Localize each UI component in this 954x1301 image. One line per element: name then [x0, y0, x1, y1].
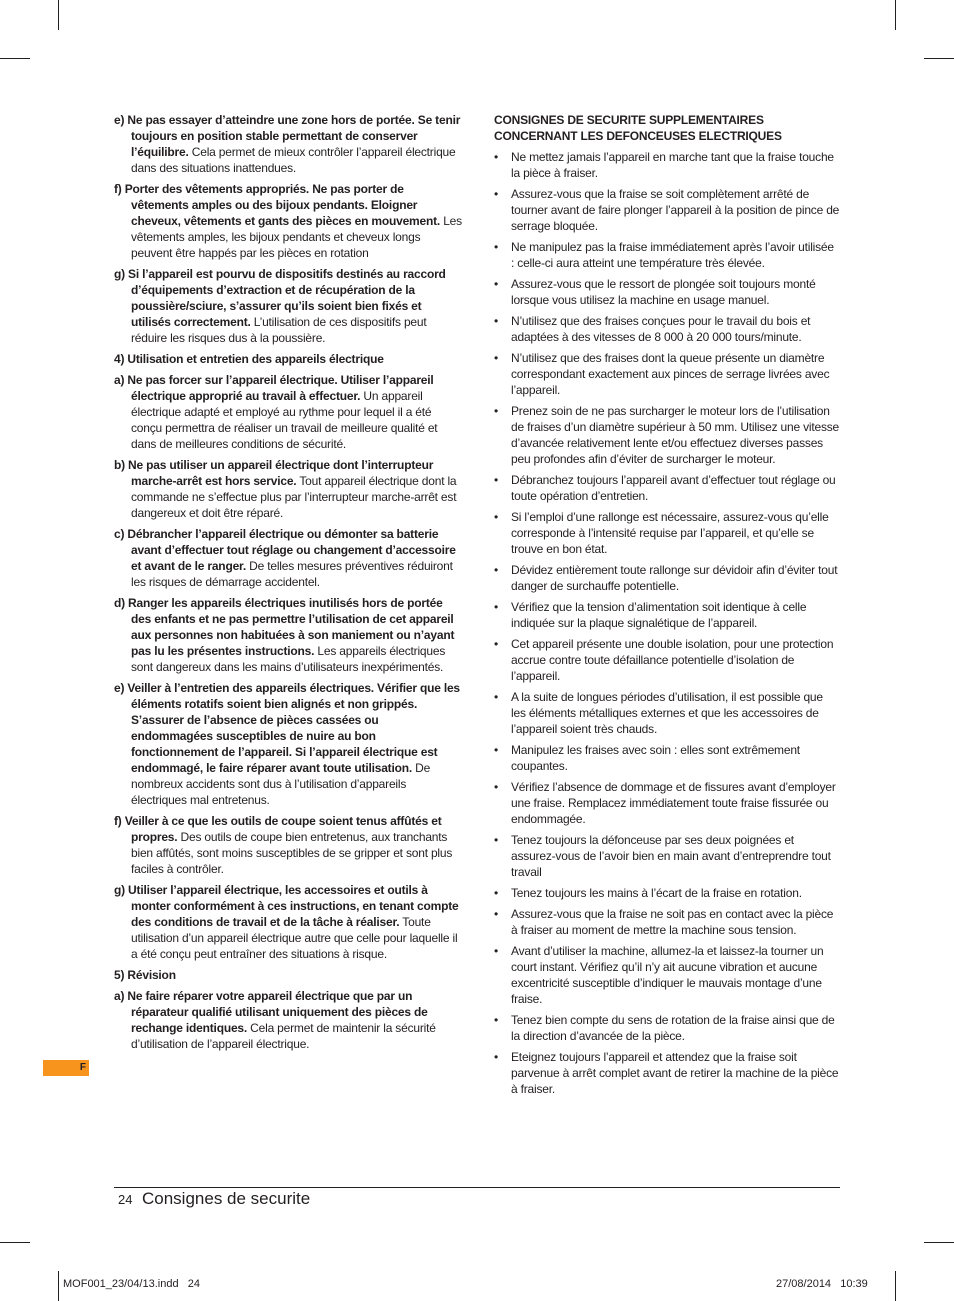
list-item: • Ne manipulez pas la fraise immédiatement après l’avoir utilisée : celle-ci aura atteint une température très élevée. [494, 239, 840, 271]
instruction-item: e) Veiller à l’entretien des appareils électriques. Vérifier que les éléments rotatifs soient bien alignés et non grippés. S’assurer de l’absence de pièces cassées ou endommagées susceptibles de nuire au bon fonctionnement de l’appareil. Si l’appareil électrique est endommagé, le faire réparer avant toute utilisation. De nombreux accidents sont dus à l’utilisation d’appareils électriques mal entretenus. [114, 681, 460, 807]
list-item: • Prenez soin de ne pas surcharger le moteur lors de l’utilisation de fraises d’un diamètre supérieur à 50 mm. Utilisez une vitesse d’avancée relativement lente et/ou effectuez diverses passes peu profondes afin d’éviter de surcharger le moteur. [494, 403, 840, 467]
crop-mark [0, 1242, 30, 1243]
language-tab: F [43, 1060, 89, 1076]
list-item: • Vérifiez l’absence de dommage et de fissures avant d’employer une fraise. Remplacez immédiatement toute fraise fissurée ou endommagée. [494, 779, 840, 827]
crop-mark [58, 0, 59, 30]
print-slug-date: 27/08/2014 10:39 [776, 1278, 868, 1290]
instruction-item: e) Ne pas essayer d’atteindre une zone hors de portée. Se tenir toujours en position stable permettant de conserver l’équilibre. Cela permet de mieux contrôler l’appareil électrique dans des situations inattendues. [114, 113, 461, 175]
footer-section-title: Consignes de securite [142, 1189, 311, 1208]
right-column [494, 112, 840, 1102]
instruction-item: c) Débrancher l’appareil électrique ou démonter sa batterie avant d’effectuer tout réglage ou changement d’accessoire et avant de le ranger. De telles mesures préventives réduiront les risques de démarrage accidentel. [114, 527, 456, 589]
list-item: • Dévidez entièrement toute rallonge sur dévidoir afin d’éviter tout danger de surchauffe potentielle. [494, 562, 840, 594]
section-heading: 5) Révision [114, 968, 176, 982]
safety-bullet-list [494, 149, 840, 1097]
list-item: • Assurez-vous que la fraise se soit complètement arrêté de tourner avant de faire plonger l’appareil à la position de pince de serrage bloquée. [494, 186, 840, 234]
list-item: • N’utilisez que des fraises dont la queue présente un diamètre correspondant exactement aux pinces de serrage livrées avec l’appareil. [494, 350, 840, 398]
crop-mark [924, 1242, 954, 1243]
instruction-item: g) Utiliser l’appareil électrique, les accessoires et outils à monter conformément à ces instructions, en tenant compte des conditions de travail et de la tâche à réaliser. Toute utilisation d’un appareil électrique autre que celle pour laquelle il a été conçu peut entraîner des situations à risque. [114, 883, 459, 961]
list-item: • Ne mettez jamais l’appareil en marche tant que la fraise touche la pièce à fraiser. [494, 149, 840, 181]
section-heading: CONSIGNES DE SECURITE SUPPLEMENTAIRES CONCERNANT LES DEFONCEUSES ELECTRIQUES [494, 113, 782, 143]
footer-divider [114, 1187, 840, 1188]
list-item: • Cet appareil présente une double isolation, pour une protection accrue contre toute défaillance potentielle d’isolation de l’appareil. [494, 636, 840, 684]
list-item: • Assurez-vous que la fraise ne soit pas en contact avec la pièce à fraiser au moment de mettre la machine sous tension. [494, 906, 840, 938]
list-item: • Tenez toujours la défonceuse par ses deux poignées et assurez-vous de l’avoir bien en main avant d’entreprendre tout travail [494, 832, 840, 880]
list-item: • Eteignez toujours l’appareil et attendez que la fraise soit parvenue à arrêt complet avant de retirer la machine de la pièce à fraiser. [494, 1049, 840, 1097]
instruction-item: a) Ne faire réparer votre appareil électrique que par un réparateur qualifié utilisant uniquement des pièces de rechange identiques. Cela permet de maintenir la sécurité d’utilisation de l’appareil électrique. [114, 989, 436, 1051]
print-slug-file: MOF001_23/04/13.indd 24 [63, 1278, 200, 1290]
list-item: • Vérifiez que la tension d’alimentation soit identique à celle indiquée sur la plaque signalétique de l’appareil. [494, 599, 840, 631]
instruction-item: g) Si l’appareil est pourvu de dispositifs destinés au raccord d’équipements d’extraction et de récupération de la poussière/sciure, s’assurer qu’ils soient bien fixés et utilisés correctement. L’utilisation de ces dispositifs peut réduire les risques dus à la poussière. [114, 267, 446, 345]
crop-mark [895, 1271, 896, 1301]
list-item: • A la suite de longues périodes d’utilisation, il est possible que les éléments métalliques externes et que les accessoires de l’appareil soient très chauds. [494, 689, 840, 737]
instruction-item: f) Veiller à ce que les outils de coupe soient tenus affûtés et propres. Des outils de coupe bien entretenus, aux tranchants bien affûtés, sont moins susceptibles de se gripper et sont plus faciles à contrôler. [114, 814, 453, 876]
crop-mark [924, 58, 954, 59]
section-heading: 4) Utilisation et entretien des appareils électrique [114, 352, 384, 366]
list-item: • Si l’emploi d’une rallonge est nécessaire, assurez-vous qu’elle corresponde à l’intensité requise par l’appareil, et qu’elle se trouve en bon état. [494, 509, 840, 557]
instruction-item: d) Ranger les appareils électriques inutilisés hors de portée des enfants et ne pas permettre l’utilisation de cet appareil aux personnes non habituées à son maniement ou n’ayant pas lu les présentes instructions. Les appareils électriques sont dangereux dans les mains d’utilisateurs inexpérimentés. [114, 596, 455, 674]
list-item: • N’utilisez que des fraises conçues pour le travail du bois et adaptées à des vitesses de 8 000 à 20 000 tours/minute. [494, 313, 840, 345]
crop-mark [895, 0, 896, 30]
list-item: • Tenez bien compte du sens de rotation de la fraise ainsi que de la direction d’avancée de la pièce. [494, 1012, 840, 1044]
crop-mark [58, 1271, 59, 1301]
list-item: • Tenez toujours les mains à l’écart de la fraise en rotation. [494, 885, 840, 901]
page-number: 24 [118, 1192, 133, 1207]
list-item: • Assurez-vous que le ressort de plongée soit toujours monté lorsque vous utilisez la machine en usage manuel. [494, 276, 840, 308]
list-item: • Avant d’utiliser la machine, allumez-la et laissez-la tourner un court instant. Vérifiez qu’il n’y ait aucune vibration et aucune excentricité susceptible d’indiquer le mauvais montage d’une fraise. [494, 943, 840, 1007]
list-item: • Débranchez toujours l’appareil avant d’effectuer tout réglage ou toute opération d’entretien. [494, 472, 840, 504]
instruction-item: b) Ne pas utiliser un appareil électrique dont l’interrupteur marche-arrêt est hors service. Tout appareil électrique dont la commande ne s’effectue plus par l’interrupteur marche-arrêt est dangereux et doit être réparé. [114, 458, 457, 520]
list-item: • Manipulez les fraises avec soin : elles sont extrêmement coupantes. [494, 742, 840, 774]
instruction-item: f) Porter des vêtements appropriés. Ne pas porter de vêtements amples ou des bijoux pendants. Eloigner cheveux, vêtements et gants des pièces en mouvement. Les vêtements amples, les bijoux pendants et cheveux longs peuvent être happés par les pièces en rotation [114, 182, 462, 260]
crop-mark [0, 58, 30, 59]
instruction-item: a) Ne pas forcer sur l’appareil électrique. Utiliser l’appareil électrique approprié au travail à effectuer. Un appareil électrique adapté et employé au rythme pour lequel il a été conçu permettra de réaliser un travail de meilleure qualité et dans de meilleures conditions de sécurité. [114, 373, 438, 451]
left-column [114, 112, 462, 1057]
